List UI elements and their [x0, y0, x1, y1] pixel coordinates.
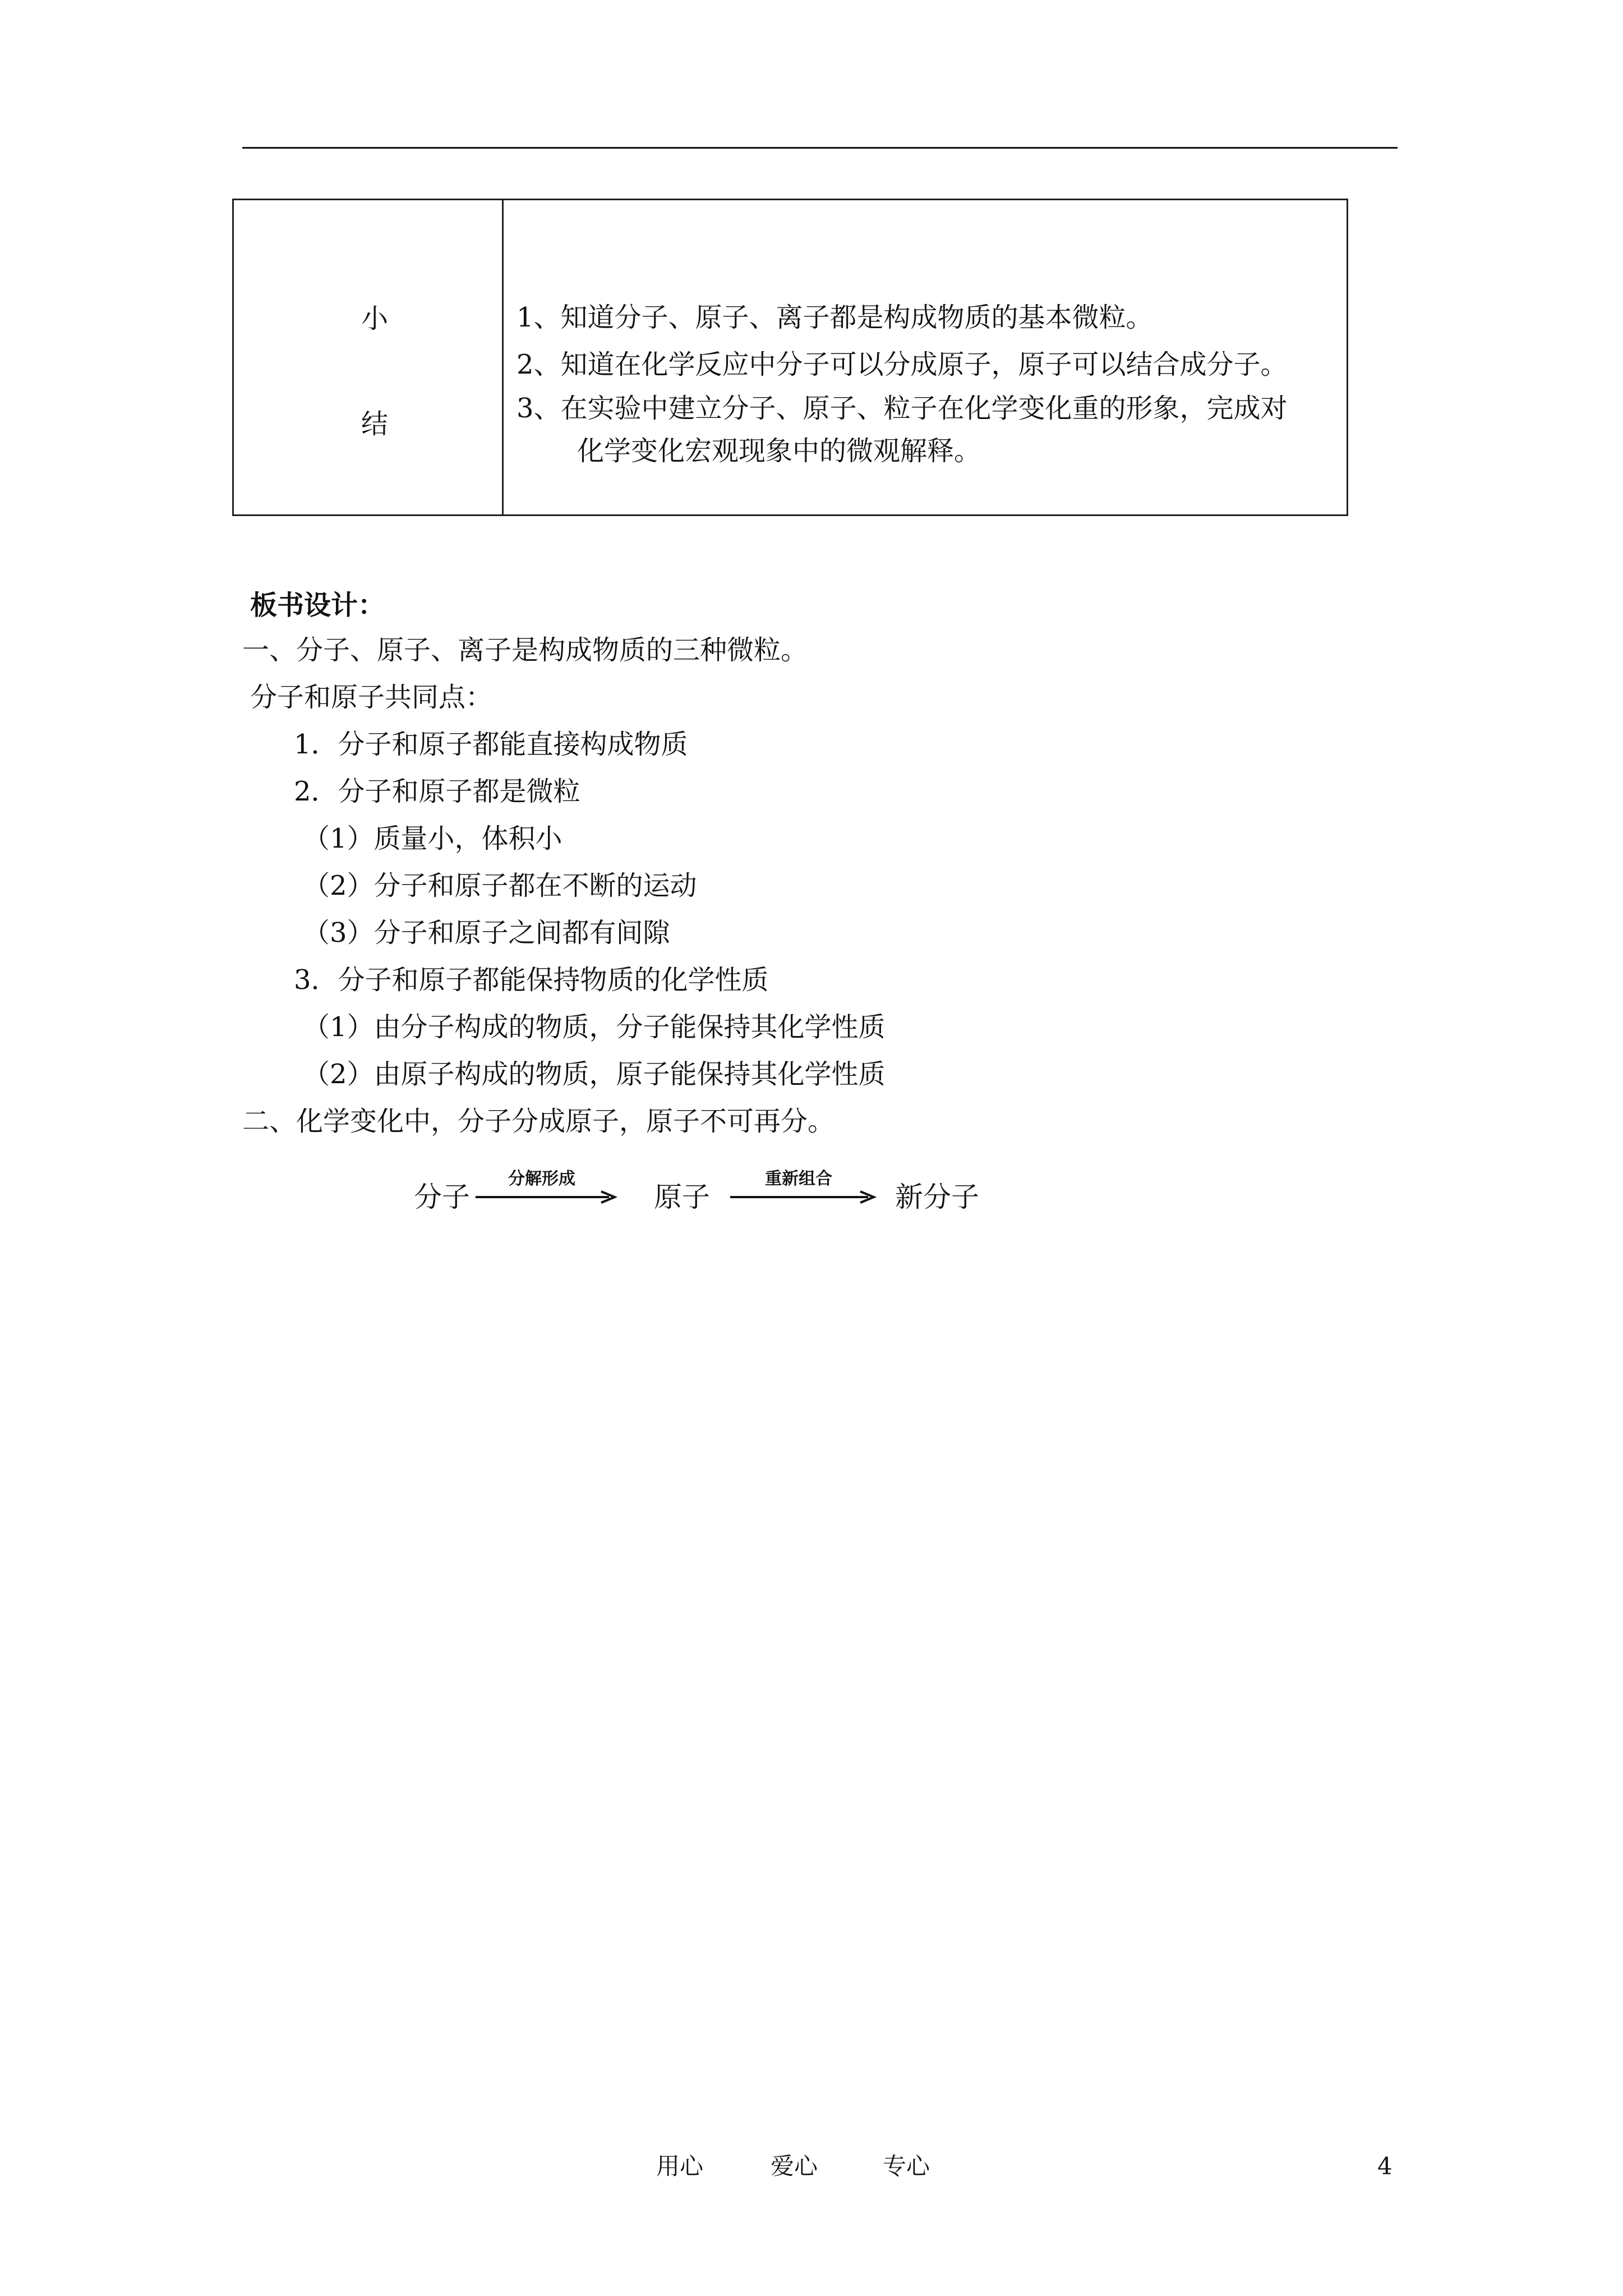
board-line: 二、化学变化中，分子分成原子，原子不可再分。 — [242, 1106, 835, 1137]
summary-table — [232, 199, 1348, 516]
board-line: （1）质量小，体积小 — [303, 823, 562, 854]
summary-item: 2、知道在化学反应中分子可以分成原子，原子可以结合成分子。 — [517, 349, 1288, 380]
board-line: （2）由原子构成的物质，原子能保持其化学性质 — [303, 1059, 886, 1090]
arrow-label-recombine: 重新组合 — [765, 1169, 832, 1189]
summary-item: 3、在实验中建立分子、原子、粒子在化学变化重的形象，完成对 — [517, 393, 1288, 424]
footer-slogan-item: 用心 — [656, 2152, 704, 2180]
board-line: （2）分子和原子都在不断的运动 — [303, 870, 697, 901]
board-line: 3．分子和原子都能保持物质的化学性质 — [294, 964, 769, 996]
page-number: 4 — [1377, 2152, 1393, 2180]
diagram-node-molecule: 分子 — [414, 1181, 470, 1213]
table-column-divider — [502, 200, 504, 514]
arrow-label-decompose: 分解形成 — [508, 1169, 575, 1189]
diagram-node-new-molecule: 新分子 — [895, 1181, 979, 1213]
footer-slogan-item: 专心 — [883, 2152, 930, 2180]
arrow-right-icon — [474, 1190, 620, 1204]
summary-item: 1、知道分子、原子、离子都是构成物质的基本微粒。 — [517, 302, 1153, 333]
board-line: 2．分子和原子都是微粒 — [294, 776, 580, 807]
summary-label-char: 小 — [361, 303, 388, 334]
board-line: （1）由分子构成的物质，分子能保持其化学性质 — [303, 1011, 886, 1043]
header-rule — [242, 147, 1398, 149]
reaction-diagram — [0, 1168, 1623, 1230]
diagram-node-atom: 原子 — [654, 1181, 710, 1213]
summary-item-continuation: 化学变化宏观现象中的微观解释。 — [577, 435, 981, 467]
arrow-right-icon — [729, 1190, 879, 1204]
footer-slogan-item: 爱心 — [771, 2152, 818, 2180]
board-line: 一、分子、原子、离子是构成物质的三种微粒。 — [242, 634, 808, 666]
board-line: 分子和原子共同点： — [250, 682, 493, 713]
board-line: 1．分子和原子都能直接构成物质 — [294, 729, 688, 760]
board-title: 板书设计： — [250, 590, 385, 621]
board-line: （3）分子和原子之间都有间隙 — [303, 917, 670, 949]
summary-label-char: 结 — [361, 408, 388, 440]
